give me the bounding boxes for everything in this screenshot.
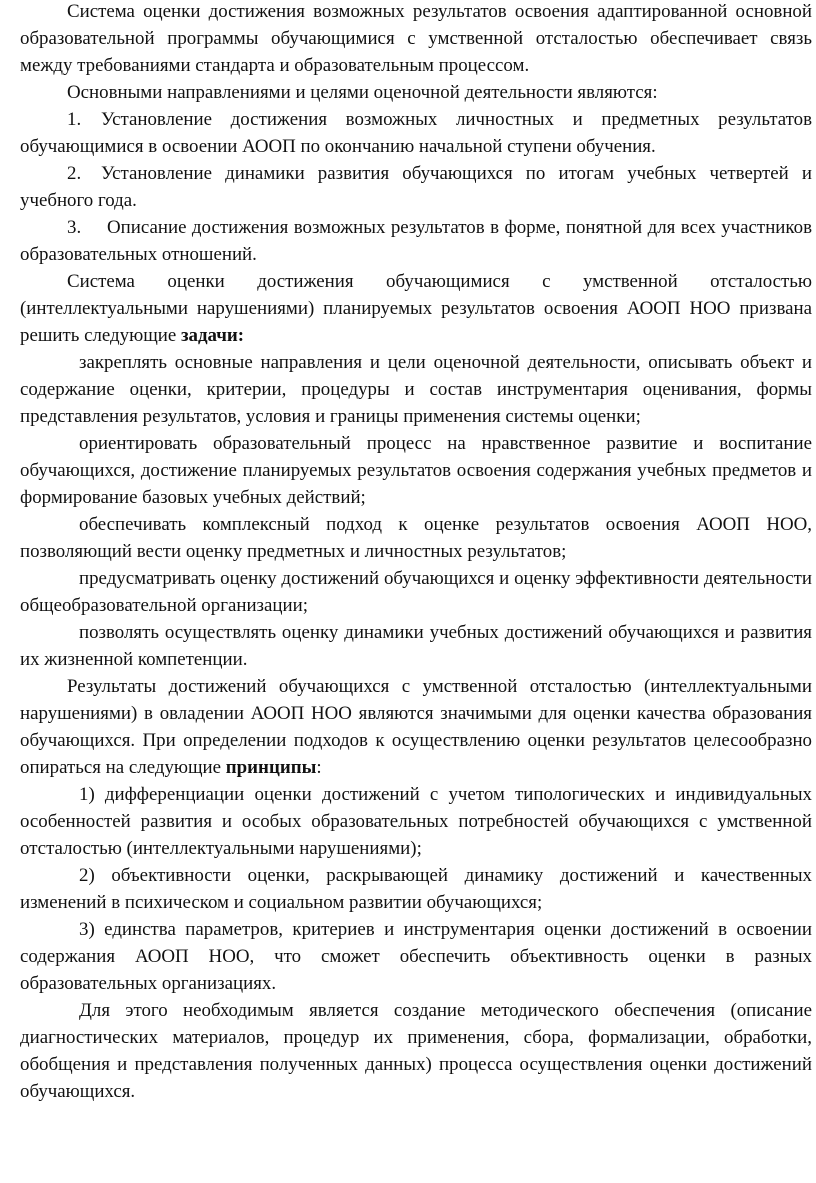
goal-text: Установление достижения возможных личностных и предметных результатов обучающимися в освоении АООП по окончанию начальной ступени обучения. bbox=[20, 109, 812, 157]
principles-intro-text: Результаты достижений обучающихся с умственной отсталостью (интеллектуальными нарушениями) в овладении АООП НОО являются значимыми для оценки качества образования обучающихся. При определении подходов к осуществлению оценки результатов целесообразно опираться на следующие bbox=[20, 676, 812, 778]
goal-number: 1. bbox=[67, 109, 82, 130]
goal-number: 2. bbox=[67, 163, 82, 184]
goal-number: 3. bbox=[67, 217, 82, 238]
goal-text: Описание достижения возможных результатов в форме, понятной для всех участников образовательных отношений. bbox=[20, 217, 812, 265]
tasks-intro-paragraph bbox=[20, 268, 812, 349]
principles-intro-paragraph bbox=[20, 673, 812, 781]
principle-item: 1) дифференциации оценки достижений с учетом типологических и индивидуальных особенностей развития и особых образовательных потребностей обучающихся с умственной отсталостью (интеллектуальными нарушениями); bbox=[20, 784, 812, 859]
goal-text: Установление динамики развития обучающихся по итогам учебных четвертей и учебного года. bbox=[20, 163, 812, 211]
tasks-intro-text: Система оценки достижения обучающимися с умственной отсталостью (интеллектуальными нарушениями) планируемых результатов освоения АООП НОО призвана решить следующие bbox=[20, 271, 812, 346]
closing-paragraph: Для этого необходимым является создание методического обеспечения (описание диагностических материалов, процедур их применения, сбора, формализации, обработки, обобщения и представления полученных данных) процесса осуществления оценки достижений обучающихся. bbox=[20, 1000, 812, 1102]
principle-item: 2) объективности оценки, раскрывающей динамику достижений и качественных изменений в психическом и социальном развитии обучающихся; bbox=[20, 865, 812, 913]
task-item: закреплять основные направления и цели оценочной деятельности, описывать объект и содержание оценки, критерии, процедуры и состав инструментария оценивания, формы представления результатов, условия и границы применения системы оценки; bbox=[20, 352, 812, 427]
principles-keyword: принципы bbox=[225, 757, 317, 778]
task-item: обеспечивать комплексный подход к оценке результатов освоения АООП НОО, позволяющий вести оценку предметных и личностных результатов; bbox=[20, 514, 812, 562]
intro-paragraph: Система оценки достижения возможных результатов освоения адаптированной основной образовательной программы обучающимися с умственной отсталостью обеспечивает связь между требованиями стандарта и образовательным процессом. bbox=[20, 1, 812, 76]
goals-heading: Основными направлениями и целями оценочной деятельности являются: bbox=[67, 82, 658, 103]
principles-colon: : bbox=[316, 757, 322, 778]
goal-item-2 bbox=[20, 160, 812, 214]
task-item: позволять осуществлять оценку динамики учебных достижений обучающихся и развития их жизненной компетенции. bbox=[20, 622, 812, 670]
tasks-keyword: задачи: bbox=[180, 325, 245, 346]
task-item: ориентировать образовательный процесс на нравственное развитие и воспитание обучающихся, достижение планируемых результатов освоения содержания учебных предметов и формирование базовых учебных действий; bbox=[20, 433, 812, 508]
goal-item-1 bbox=[20, 106, 812, 160]
goal-item-3 bbox=[20, 214, 812, 268]
principle-item: 3) единства параметров, критериев и инструментария оценки достижений в освоении содержания АООП НОО, что сможет обеспечить объективность оценки в разных образовательных организациях. bbox=[20, 919, 812, 994]
task-item: предусматривать оценку достижений обучающихся и оценку эффективности деятельности общеобразовательной организации; bbox=[20, 568, 812, 616]
